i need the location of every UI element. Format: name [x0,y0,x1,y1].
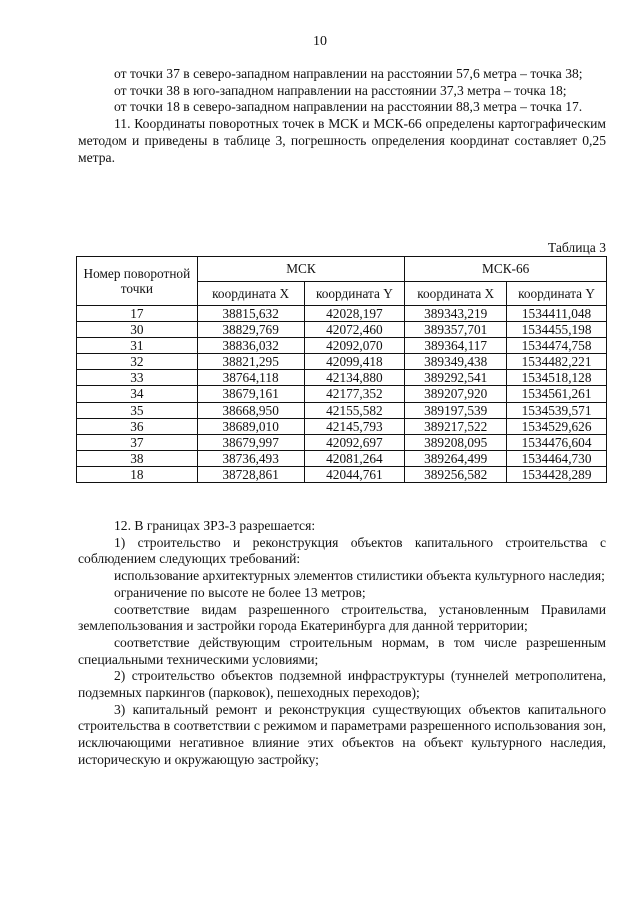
msk-x-cell: 38815,632 [197,306,304,322]
table-row [77,434,607,450]
section-12 [78,518,606,769]
msk-x-cell: 38689,010 [197,418,304,434]
msk66-y-cell: 1534529,626 [507,418,607,434]
msk66-y-cell: 1534474,758 [507,338,607,354]
msk-y-cell: 42145,793 [304,418,405,434]
msk-y-cell: 42099,418 [304,354,405,370]
msk-y-cell: 42092,697 [304,434,405,450]
msk66-y-cell: 1534476,604 [507,434,607,450]
msk66-y-cell: 1534428,289 [507,466,607,482]
point-number-cell: 37 [77,434,198,450]
msk-y-cell: 42134,880 [304,370,405,386]
point-number-cell: 38 [77,450,198,466]
msk-x-cell: 38836,032 [197,338,304,354]
msk66-y-cell: 1534455,198 [507,322,607,338]
table-row [77,370,607,386]
route-line: от точки 18 в северо-западном направлении на расстоянии 88,3 метра – точка 17. [114,99,583,115]
msk66-x-cell: 389217,522 [405,418,507,434]
msk66-x-cell: 389343,219 [405,306,507,322]
msk66-x-cell: 389197,539 [405,402,507,418]
msk-y-cell: 42081,264 [304,450,405,466]
header-msk-x: координата X [197,281,304,306]
requirement-item: соответствие видам разрешенного строительства, установленным Правилами землепользования и застройки города Екатеринбурга для данной территории; [78,601,606,634]
route-line: от точки 37 в северо-западном направлении на расстоянии 57,6 метра – точка 38; [114,66,583,81]
msk66-y-cell: 1534482,221 [507,354,607,370]
msk-x-cell: 38736,493 [197,450,304,466]
msk66-x-cell: 389264,499 [405,450,507,466]
header-msk-y: координата Y [304,281,405,306]
msk-y-cell: 42092,070 [304,338,405,354]
requirement-item: соответствие действующим строительным нормам, в том числе разрешенным специальными техническими условиями; [78,634,606,667]
msk-y-cell: 42044,761 [304,466,405,482]
msk66-y-cell: 1534518,128 [507,370,607,386]
msk-x-cell: 38821,295 [197,354,304,370]
table-caption: Таблица 3 [547,240,606,255]
table-row [77,402,607,418]
msk-y-cell: 42028,197 [304,306,405,322]
msk66-y-cell: 1534539,571 [507,402,607,418]
requirement-item: 1) строительство и реконструкция объектов капитального строительства с соблюдением следующих требований: [78,534,606,567]
msk66-x-cell: 389292,541 [405,370,507,386]
msk66-y-cell: 1534411,048 [507,306,607,322]
msk-x-cell: 38679,997 [197,434,304,450]
header-msk: МСК [197,257,405,282]
paragraph-11: 11. Координаты поворотных точек в МСК и МСК-66 определены картографическим методом и приведены в таблице 3, погрешность определения координат составляет 0,25 метра. [78,116,606,165]
point-number-cell: 34 [77,386,198,402]
point-number-cell: 30 [77,322,198,338]
msk-y-cell: 42155,582 [304,402,405,418]
table-row [77,354,607,370]
msk-y-cell: 42072,460 [304,322,405,338]
page-number: 10 [313,34,327,49]
point-number-cell: 33 [77,370,198,386]
table-row [77,322,607,338]
requirement-item: ограничение по высоте не более 13 метров; [114,584,366,600]
point-number-cell: 17 [77,306,198,322]
table-row [77,338,607,354]
msk-x-cell: 38764,118 [197,370,304,386]
point-number-cell: 18 [77,466,198,482]
point-number-cell: 35 [77,402,198,418]
point-number-cell: 32 [77,354,198,370]
msk66-x-cell: 389256,582 [405,466,507,482]
section-12-heading: 12. В границах ЗРЗ-3 разрешается: [114,518,316,533]
msk-y-cell: 42177,352 [304,386,405,402]
msk-x-cell: 38679,161 [197,386,304,402]
msk66-x-cell: 389208,095 [405,434,507,450]
requirement-item: использование архитектурных элементов стилистики объекта культурного наследия; [114,568,605,584]
header-msk66: МСК-66 [405,257,607,282]
msk66-x-cell: 389349,438 [405,354,507,370]
table-row [77,386,607,402]
requirement-item: 3) капитальный ремонт и реконструкция существующих объектов капитального строительства в соответствии с режимом и параметрами разрешенного использования зон, исключающими негативное влияние этих объектов на объект культурного наследия, историческую и окружающую застройку; [78,701,606,767]
coordinates-table [76,256,607,483]
msk-x-cell: 38668,950 [197,402,304,418]
route-line: от точки 38 в юго-западном направлении на расстоянии 37,3 метра – точка 18; [114,82,567,98]
header-msk66-x: координата X [405,281,507,306]
msk66-x-cell: 389357,701 [405,322,507,338]
table-row [77,466,607,482]
point-number-cell: 36 [77,418,198,434]
table-row [77,418,607,434]
msk66-x-cell: 389207,920 [405,386,507,402]
msk66-x-cell: 389364,117 [405,338,507,354]
msk-x-cell: 38829,769 [197,322,304,338]
requirement-item: 2) строительство объектов подземной инфраструктуры (туннелей метрополитена, подземных паркингов (парковок), пешеходных переходов); [78,668,606,701]
table-row [77,306,607,322]
msk66-y-cell: 1534464,730 [507,450,607,466]
msk-x-cell: 38728,861 [197,466,304,482]
point-number-cell: 31 [77,338,198,354]
header-point-number: Номер поворотной точки [77,257,198,306]
intro-section [78,66,606,166]
table-row [77,450,607,466]
msk66-y-cell: 1534561,261 [507,386,607,402]
header-msk66-y: координата Y [507,281,607,306]
